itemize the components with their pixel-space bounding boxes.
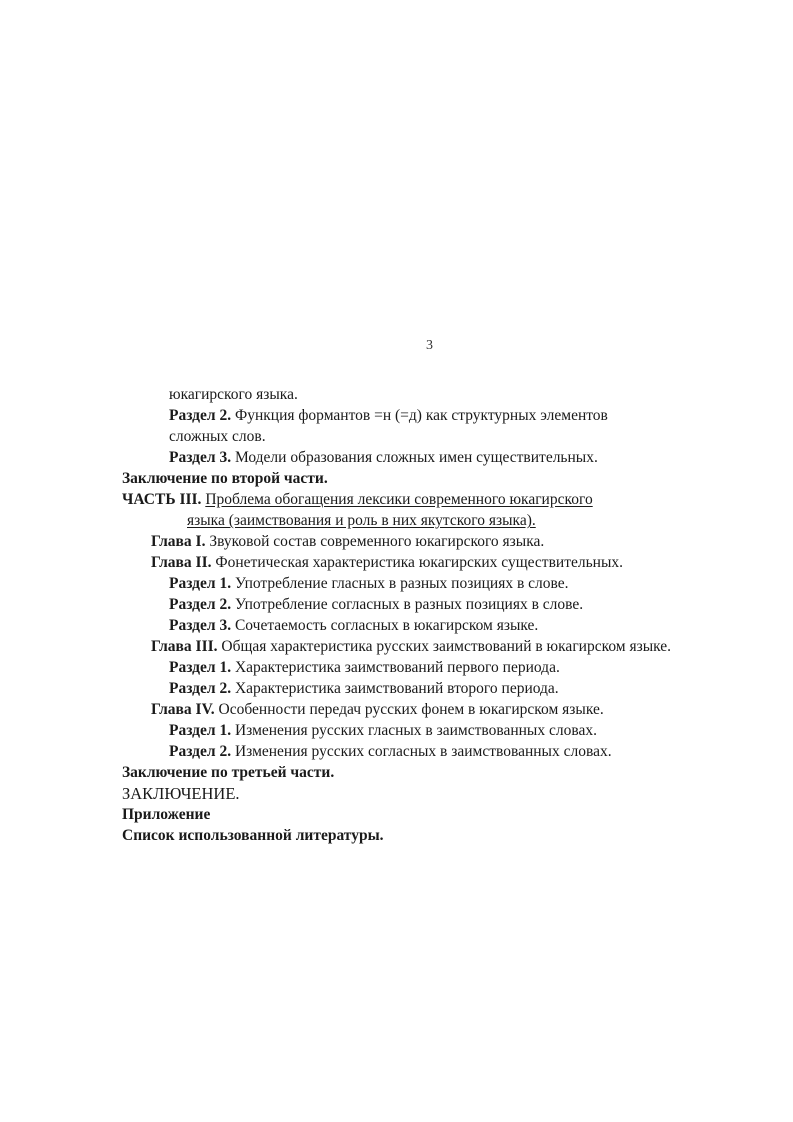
toc-entry-label: Список использованной литературы.	[122, 827, 384, 844]
toc-entry-text: Характеристика заимствований второго периода.	[231, 680, 559, 697]
toc-entry	[122, 805, 210, 825]
toc-entry-label: Раздел 1.	[169, 722, 232, 739]
toc-entry	[151, 532, 544, 552]
toc-entry-label: Раздел 3.	[169, 617, 232, 634]
toc-entry-label: Раздел 2.	[169, 407, 232, 424]
toc-entry-label: Глава IV.	[151, 701, 215, 718]
toc-entry	[122, 784, 240, 804]
toc-entry	[122, 490, 593, 510]
toc-entry-text: Фонетическая характеристика юкагирских существительных.	[211, 554, 623, 571]
toc-entry-label: Заключение по второй части.	[122, 470, 328, 487]
toc-entry	[122, 763, 334, 783]
toc-entry	[151, 553, 623, 573]
toc-entry	[169, 679, 559, 699]
toc-entry-text: Изменения русских согласных в заимствованных словах.	[231, 743, 612, 760]
toc-entry-text: сложных слов.	[169, 428, 266, 445]
toc-entry-text: Функция формантов =н (=д) как структурных элементов	[231, 407, 608, 424]
toc-entry	[169, 448, 598, 468]
toc-entry	[169, 574, 569, 594]
toc-entry-text: Особенности передач русских фонем в юкагирском языке.	[214, 701, 604, 718]
toc-entry	[187, 511, 536, 531]
toc-entry-text: Употребление согласных в разных позициях в слове.	[231, 596, 584, 613]
toc-entry-text: Характеристика заимствований первого периода.	[231, 659, 560, 676]
toc-entry	[169, 595, 583, 615]
toc-entry-label: Раздел 2.	[169, 743, 232, 760]
toc-entry	[169, 406, 608, 426]
toc-entry	[169, 742, 612, 762]
toc-entry-text: Сочетаемость согласных в юкагирском языке.	[231, 617, 539, 634]
toc-entry	[122, 469, 328, 489]
toc-entry-text: Изменения русских гласных в заимствованных словах.	[231, 722, 597, 739]
toc-entry	[169, 616, 538, 636]
toc-entry-underlined-title: языка (заимствования и роль в них якутского языка).	[187, 512, 536, 529]
toc-entry-text: Звуковой состав современного юкагирского языка.	[205, 533, 545, 550]
toc-entry	[151, 637, 671, 657]
toc-entry-label: Раздел 1.	[169, 575, 232, 592]
toc-entry-label: Заключение по третьей части.	[122, 764, 335, 781]
toc-entry	[151, 700, 604, 720]
toc-entry-label: Раздел 3.	[169, 449, 232, 466]
toc-entry-label: Раздел 2.	[169, 596, 232, 613]
toc-entry-text: Модели образования сложных имен существительных.	[231, 449, 598, 466]
toc-entry-label: Раздел 1.	[169, 659, 232, 676]
toc-entry	[169, 385, 298, 405]
toc-entry	[169, 721, 597, 741]
toc-entry-label: Глава I.	[151, 533, 206, 550]
toc-entry	[169, 427, 266, 447]
page-number: 3	[426, 338, 433, 353]
toc-entry-text: Употребление гласных в разных позициях в слове.	[231, 575, 569, 592]
toc-entry-label: ЧАСТЬ III.	[122, 491, 202, 508]
toc-entry-text: ЗАКЛЮЧЕНИЕ.	[122, 784, 240, 803]
toc-entry-label: Раздел 2.	[169, 680, 232, 697]
toc-entry-label: Глава II.	[151, 554, 212, 571]
toc-entry-text: юкагирского языка.	[169, 386, 298, 403]
toc-entry-label: Приложение	[122, 806, 211, 823]
toc-entry-label: Глава III.	[151, 638, 218, 655]
toc-entry	[122, 826, 384, 846]
toc-entry-underlined-title: Проблема обогащения лексики современного юкагирского	[205, 491, 593, 508]
toc-entry	[169, 658, 560, 678]
toc-entry-text: Общая характеристика русских заимствований в юкагирском языке.	[217, 638, 672, 655]
